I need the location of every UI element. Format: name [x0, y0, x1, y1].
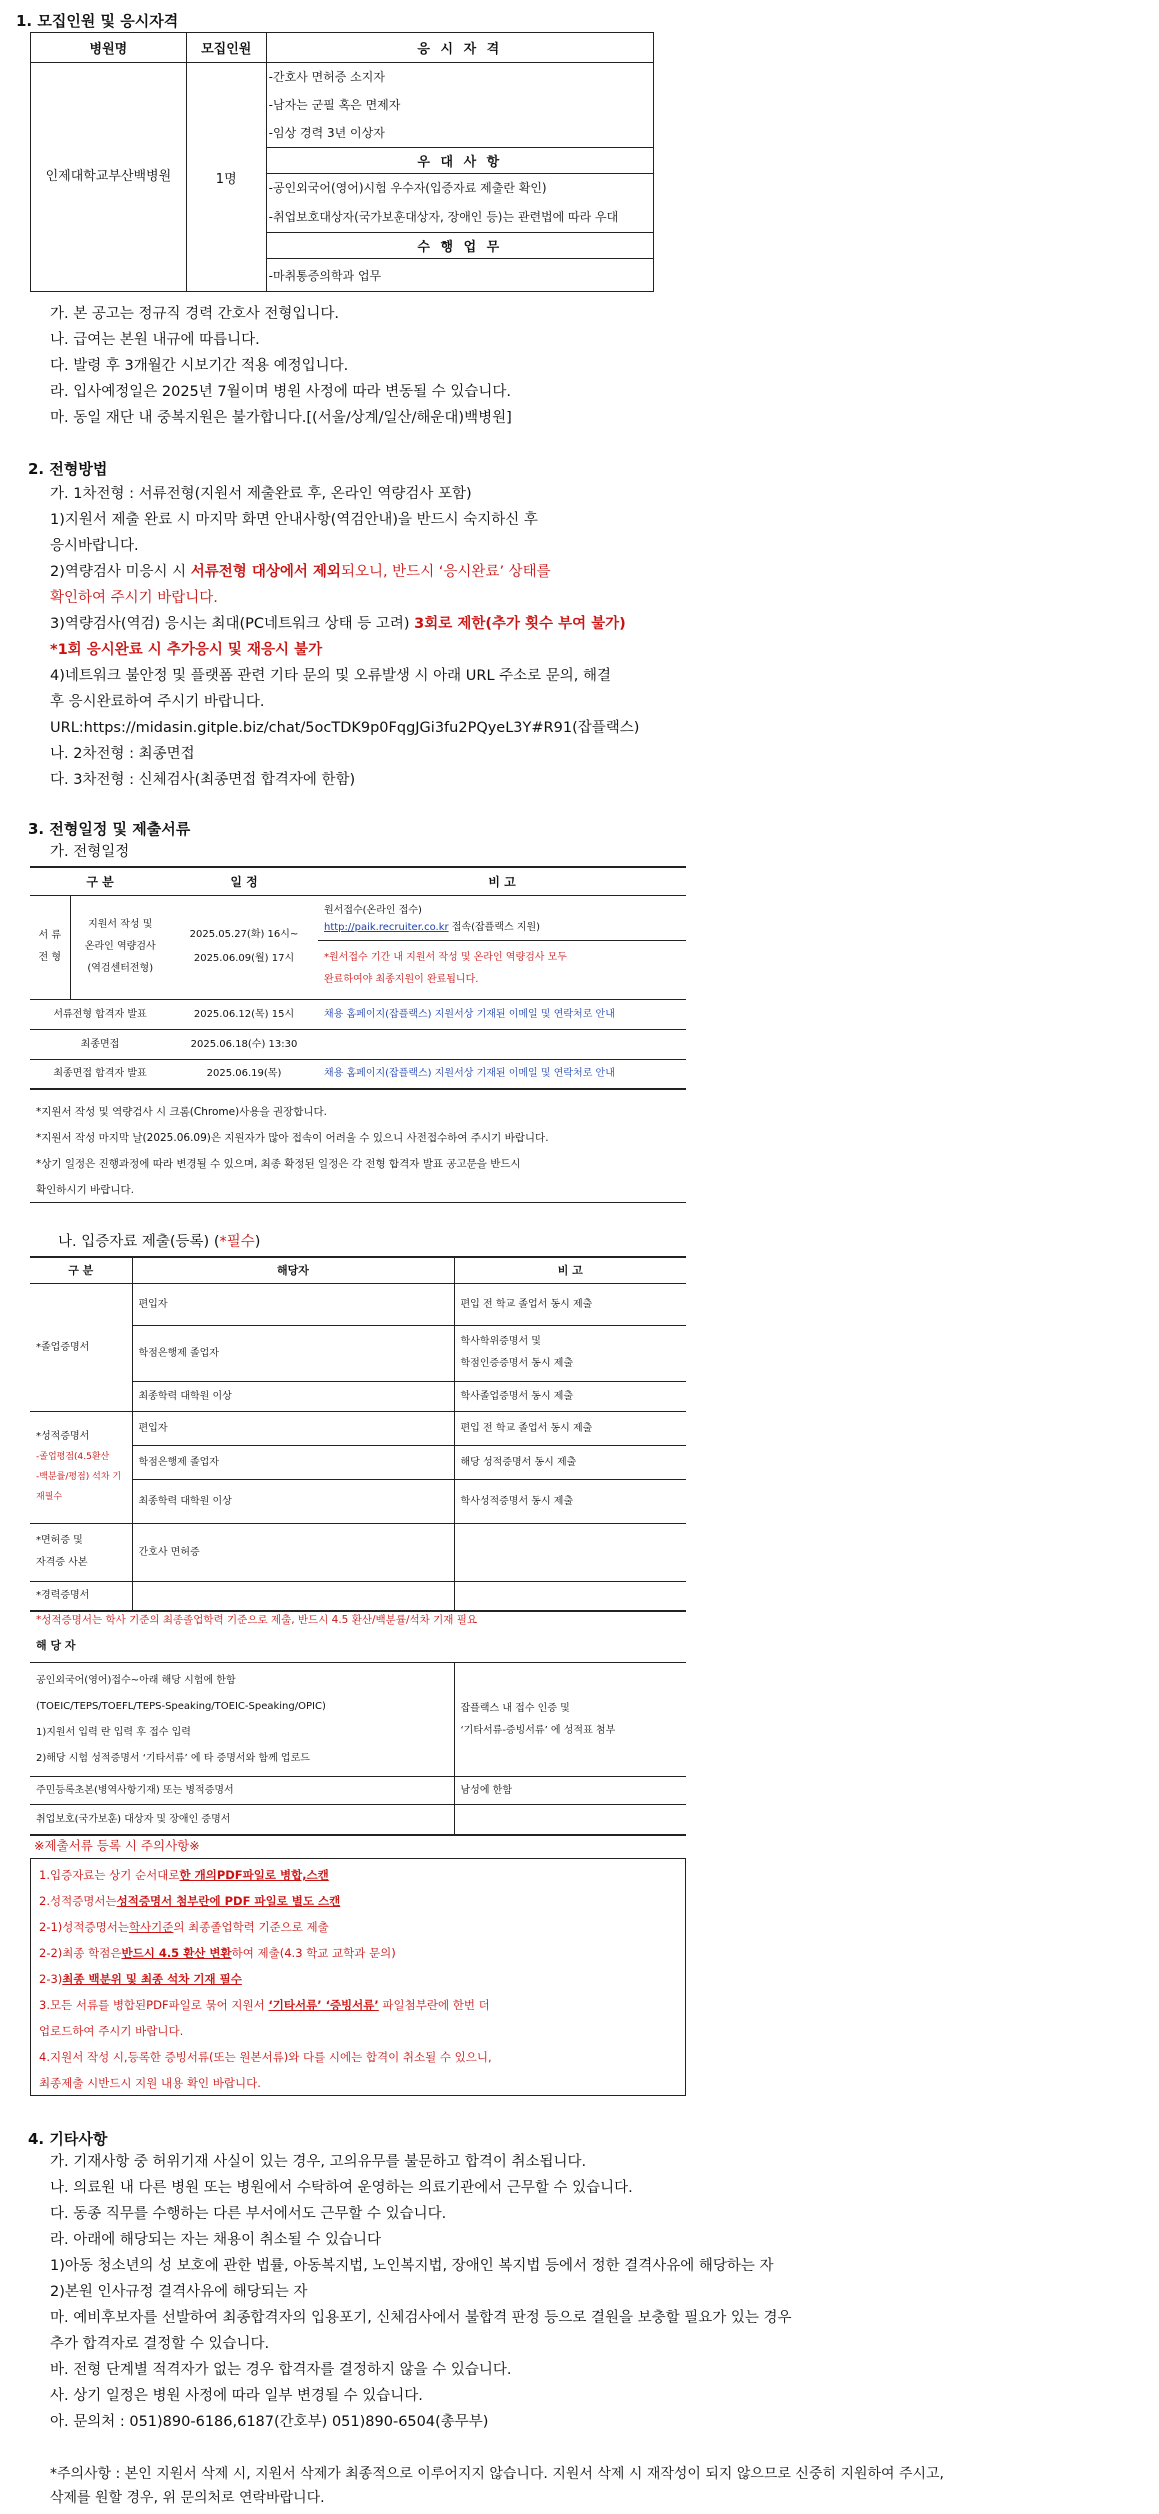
warning-line	[39, 1993, 490, 2018]
stage1-sub-line: 지원서 작성 및	[88, 919, 153, 930]
warning-line	[39, 1863, 329, 1888]
s1-note: 마. 동일 재단 내 중복지원은 불가합니다.[(서울/상계/일산/해운대)백병원]	[50, 410, 512, 426]
s4-line: 라. 아래에 해당되는 자는 채용이 취소될 수 있습니다	[50, 2232, 382, 2248]
grad-remark: 학사졸업증명서 동시 제출	[454, 1381, 686, 1411]
s4-line: 마. 예비후보자를 선발하여 최종합격자의 입용포기, 신체검사에서 불합격 판정 등으로 결원을 보충할 필요가 있는 경우	[50, 2310, 792, 2326]
s2-line: 응시바랍니다.	[50, 538, 139, 554]
header-remark: 비 고	[318, 867, 686, 895]
emphasis: 한 개의PDF파일로 병합,스캔	[179, 1868, 329, 1882]
caution-line: 삭제를 원할 경우, 위 문의처로 연락바랍니다.	[50, 2490, 325, 2506]
emphasis: 서류전형 대상에서 제외	[190, 564, 341, 580]
s4-line: 나. 의료원 내 다른 병원 또는 병원에서 수탁하여 운영하는 의료기관에서 근무할 수 있습니다.	[50, 2180, 633, 2196]
row-stage: 서류전형 합격자 발표	[30, 999, 170, 1029]
preference-item: -공인외국어(영어)시험 우수자(입증자료 제출란 확인)	[268, 181, 547, 195]
text: 2)역량검사 미응시 시	[50, 564, 191, 580]
recruit-site-link[interactable]: http://paik.recruiter.co.kr	[324, 921, 449, 933]
gpa-note: *성적증명서는 학사 기준의 최종졸업학력 기준으로 제출, 반드시 4.5 환산/백분률/석차 기재 필요	[36, 1614, 478, 1626]
warning-line	[39, 1889, 340, 1914]
text: 3)역량검사(역검) 응시는 최대(PC네트워크 상태 등 고려)	[50, 616, 415, 632]
gpa-target: 최종학력 대학원 이상	[132, 1479, 454, 1523]
veteran-target: 취업보호(국가보훈) 대상자 및 장애인 증명서	[30, 1805, 454, 1835]
header-target: 해당자	[132, 1257, 454, 1283]
career-remark	[454, 1581, 686, 1611]
caution-line: *주의사항 : 본인 지원서 삭제 시, 지원서 삭제가 최종적으로 이루어지지 않습니다. 지원서 삭제 시 재작성이 되지 않으므로 신중히 지원하여 주시고,	[50, 2466, 945, 2482]
row-date: 2025.06.18(수) 13:30	[170, 1029, 318, 1059]
preference-header: 우 대 사 항	[266, 148, 653, 174]
gpa-label-line: *성적증명서	[36, 1431, 90, 1442]
language-remark	[454, 1663, 686, 1777]
s4-line: 다. 동종 직무를 수행하는 다른 부서에서도 근무할 수 있습니다.	[50, 2206, 447, 2222]
military-remark: 남성에 한함	[454, 1777, 686, 1805]
header-remark: 비 고	[454, 1257, 686, 1283]
emphasis: 성적증명서 첨부란에 PDF 파일로 별도 스캔	[116, 1894, 341, 1908]
docs-subtitle	[58, 1232, 260, 1252]
stage1-sub-line: (역검센터전형)	[87, 963, 154, 974]
language-line: 공인외국어(영어)접수~아래 해당 시험에 한함	[36, 1674, 236, 1686]
license-remark	[454, 1523, 686, 1581]
grad-target: 편입자	[132, 1283, 454, 1325]
section3-title: 3. 전형일정 및 제출서류	[28, 820, 191, 838]
emphasis: 반드시 4.5 환산 변환	[121, 1946, 232, 1960]
warning-box	[30, 1858, 686, 2096]
schedule-note: 확인하시기 바랍니다.	[36, 1184, 134, 1196]
section1-title: 1. 모집인원 및 응시자격	[16, 12, 179, 30]
header-date: 일 정	[170, 867, 318, 895]
stage1-remark-top	[318, 898, 686, 941]
gpa-remark: 해당 성적증명서 동시 제출	[454, 1445, 686, 1479]
warning-line: 최종제출 시반드시 지원 내용 확인 바랍니다.	[39, 2076, 261, 2090]
stage1-sub-line: 온라인 역량검사	[84, 941, 156, 952]
extra-header: 해 당 자	[36, 1639, 76, 1652]
stage1-remark-bottom	[318, 941, 686, 997]
extra-docs-table	[30, 1662, 686, 1836]
gpa-label-line: -백분률/평점) 석차 기	[36, 1472, 122, 1482]
preference-list	[266, 174, 653, 233]
text: 되오니, 반드시 ‘응시완료’ 상태를	[340, 564, 551, 580]
text: 나. 입증자료 제출(등록) (	[58, 1234, 220, 1250]
stage1-link-line	[324, 919, 680, 936]
row-remark	[318, 1029, 686, 1059]
documents-table	[30, 1256, 686, 1612]
s1-note: 다. 발령 후 3개월간 시보기간 적용 예정입니다.	[50, 358, 349, 374]
gpa-remark: 편입 전 학교 졸업서 동시 제출	[454, 1411, 686, 1445]
grad-remark-line: 학점인증증명서 동시 제출	[460, 1358, 574, 1369]
s4-line: 2)본원 인사규정 결격사유에 해당되는 자	[50, 2284, 308, 2300]
s4-line: 바. 전형 단계별 적격자가 없는 경우 합격자를 결정하지 않을 수 있습니다.	[50, 2362, 512, 2378]
divider	[30, 1202, 686, 1203]
text: 파일첨부란에 한번 더	[378, 1998, 490, 2012]
s2-line: 후 응시완료하여 주시기 바랍니다.	[50, 694, 265, 710]
header-qualification: 응 시 자 격	[266, 33, 653, 63]
language-line: 1)지원서 입력 란 입력 후 접수 입력	[36, 1726, 191, 1738]
s2-line: *1회 응시완료 시 추가응시 및 재응시 불가	[50, 642, 323, 658]
s4-line: 사. 상기 일정은 병원 사정에 따라 일부 변경될 수 있습니다.	[50, 2388, 423, 2404]
stage1-note: 접속(잡플랙스 지원)	[448, 921, 541, 933]
gpa-target: 편입자	[132, 1411, 454, 1445]
emphasis: 최종 백분위 및 최종 석차 기재 필수	[62, 1972, 242, 1986]
s2-line: 1)지원서 제출 완료 시 마지막 화면 안내사항(역검안내)을 반드시 숙지하신 후	[50, 512, 538, 528]
text: )	[254, 1234, 261, 1250]
row-date: 2025.06.12(목) 15시	[170, 999, 318, 1029]
schedule-note: *지원서 작성 및 역량검사 시 크롬(Chrome)사용을 권장합니다.	[36, 1106, 327, 1118]
license-target: 간호사 면허증	[132, 1523, 454, 1581]
military-target: 주민등록초본(병역사항기재) 또는 병적증명서	[30, 1777, 454, 1805]
stage1-date-start: 2025.05.27(화) 16시~	[189, 929, 299, 940]
header-category: 구 분	[30, 1257, 132, 1283]
grad-target: 학점은행제 졸업자	[132, 1325, 454, 1381]
header-hospital: 병원명	[31, 33, 187, 63]
qualification-item: -남자는 군필 혹은 면제자	[268, 98, 401, 112]
career-target	[132, 1581, 454, 1611]
s2-line	[50, 562, 551, 582]
text: 2.성적증명서는	[39, 1894, 117, 1908]
stage1-remark	[318, 895, 686, 999]
row-stage: 최종면접	[30, 1029, 170, 1059]
warning-title: ※제출서류 등록 시 주의사항※	[34, 1838, 200, 1853]
stage1-date	[170, 895, 318, 999]
schedule-subtitle: 가. 전형일정	[50, 844, 130, 860]
support-url[interactable]: URL:https://midasin.gitple.biz/chat/5ocTDK9p0FqgJGi3fu2PQyeL3Y#R91(잡플랙스)	[50, 720, 640, 736]
section4-title: 4. 기타사항	[28, 2130, 108, 2148]
license-label-line: *면허증 및	[36, 1535, 83, 1546]
contact-line: 아. 문의처 : 051)890-6186,6187(간호부) 051)890-6504(총무부)	[50, 2414, 489, 2430]
text: 2-3)	[39, 1972, 63, 1986]
row-stage: 최종면접 합격자 발표	[30, 1059, 170, 1089]
grad-cert-label: *졸업증명서	[30, 1283, 132, 1411]
qualification-table	[30, 32, 654, 292]
warning-line: 업로드하여 주시기 바랍니다.	[39, 2024, 184, 2038]
stage1-sub	[70, 895, 170, 999]
duty-item: -마취통증의학과 업무	[266, 259, 653, 292]
gpa-cert-label	[30, 1411, 132, 1523]
row-date: 2025.06.19(목)	[170, 1059, 318, 1089]
language-remark-line: ‘기타서류-증빙서류’ 에 성적표 첨부	[460, 1724, 616, 1736]
grad-target: 최종학력 대학원 이상	[132, 1381, 454, 1411]
warning-line: 4.지원서 작성 시,등록한 증빙서류(또는 원본서류)와 다를 시에는 합격이 취소될 수 있으니,	[39, 2050, 492, 2064]
license-label	[30, 1523, 132, 1581]
s2-line: 확인하여 주시기 바랍니다.	[50, 590, 218, 606]
stage1-label-line: 서 류	[38, 930, 61, 941]
language-remark-line: 잡플랙스 내 접수 인증 및	[460, 1702, 570, 1714]
s2-line: 나. 2차전형 : 최종면접	[50, 746, 195, 762]
emphasis: 학사기준	[128, 1920, 174, 1934]
qualification-item: -간호사 면허증 소지자	[268, 70, 385, 84]
license-label-line: 자격증 사본	[36, 1557, 88, 1568]
schedule-table	[30, 866, 686, 1090]
qualification-list	[266, 63, 653, 148]
text: 2-2)최종 학점은	[39, 1946, 122, 1960]
gpa-label-line: -졸업평점(4.5환산	[36, 1452, 110, 1462]
veteran-remark	[454, 1805, 686, 1835]
s2-line: 다. 3차전형 : 신체검사(최종면접 합격자에 한함)	[50, 772, 356, 788]
s1-note: 나. 급여는 본원 내규에 따릅니다.	[50, 332, 260, 348]
row-remark: 채용 홈페이지(잡플랙스) 지원서상 기재된 이메일 및 연락처로 안내	[318, 999, 686, 1029]
emphasis: ‘기타서류’ ‘증빙서류’	[268, 1998, 379, 2012]
language-target	[30, 1663, 454, 1777]
text: 하여 제출(4.3 학교 교학과 문의)	[231, 1946, 396, 1960]
gpa-target: 학점은행제 졸업자	[132, 1445, 454, 1479]
schedule-note: *상기 일정은 진행과정에 따라 변경될 수 있으며, 최종 확정된 일정은 각 전형 합격자 발표 공고문을 반드시	[36, 1158, 521, 1170]
s2-line: 가. 1차전형 : 서류전형(지원서 제출완료 후, 온라인 역량검사 포함)	[50, 486, 472, 502]
language-line: 2)해당 시험 성적증명서 ‘기타서류’ 에 타 증명서와 함께 업로드	[36, 1752, 310, 1764]
s2-line: 4)네트워크 불안정 및 플랫폼 관련 기타 문의 및 오류발생 시 아래 URL 주소로 문의, 해결	[50, 668, 612, 684]
career-label: *경력증명서	[30, 1581, 132, 1611]
emphasis: 3회로 제한(추가 횟수 부여 불가)	[414, 616, 626, 632]
header-count: 모집인원	[186, 33, 266, 63]
text: 1.입증자료는 상기 순서대로	[39, 1868, 180, 1882]
recruit-count: 1명	[186, 63, 266, 292]
hospital-name: 인제대학교부산백병원	[31, 63, 187, 292]
s4-line: 추가 합격자로 결정할 수 있습니다.	[50, 2336, 270, 2352]
stage1-warning: *원서접수 기간 내 지원서 작성 및 온라인 역량검사 모두	[324, 951, 567, 963]
warning-line	[39, 1967, 242, 1992]
s1-note: 가. 본 공고는 정규직 경력 간호사 전형입니다.	[50, 306, 339, 322]
stage1-label	[30, 895, 70, 999]
warning-line	[39, 1941, 396, 1966]
s4-line: 1)아동 청소년의 성 보호에 관한 법률, 아동복지법, 노인복지법, 장애인 복지법 등에서 정한 결격사유에 해당하는 자	[50, 2258, 774, 2274]
stage1-note: 원서접수(온라인 접수)	[324, 904, 422, 916]
schedule-note: *지원서 작성 마지막 날(2025.06.09)은 지원자가 많아 접속이 어려울 수 있으니 사전접수하여 주시기 바랍니다.	[36, 1132, 549, 1144]
preference-item: -취업보호대상자(국가보훈대상자, 장애인 등)는 관련법에 따라 우대	[268, 210, 619, 224]
stage1-date-end: 2025.06.09(월) 17시	[193, 953, 295, 964]
language-line: (TOEIC/TEPS/TOEFL/TEPS-Speaking/TOEIC-Speaking/OPIC)	[36, 1700, 326, 1712]
section2-title: 2. 전형방법	[28, 460, 108, 478]
warning-line	[39, 1915, 329, 1940]
header-category: 구 분	[30, 867, 170, 895]
gpa-remark: 학사성적증명서 동시 제출	[454, 1479, 686, 1523]
required-mark: *필수	[219, 1234, 255, 1250]
text: 2-1)성적증명서는	[39, 1920, 129, 1934]
s1-note: 라. 입사예정일은 2025년 7월이며 병원 사정에 따라 변동될 수 있습니다.	[50, 384, 512, 400]
gpa-label-line: 재필수	[36, 1492, 63, 1502]
s4-line: 가. 기재사항 중 허위기재 사실이 있는 경우, 고의유무를 불문하고 합격이 취소됩니다.	[50, 2154, 587, 2170]
grad-remark: 편입 전 학교 졸업서 동시 제출	[454, 1283, 686, 1325]
row-remark: 채용 홈페이지(잡플랙스) 지원서상 기재된 이메일 및 연락처로 안내	[318, 1059, 686, 1089]
grad-remark-line: 학사학위증명서 및	[460, 1336, 541, 1347]
qualification-item: -임상 경력 3년 이상자	[268, 126, 385, 140]
stage1-label-line: 전 형	[38, 952, 61, 963]
text: 3.모든 서류를 병합된PDF파일로 묶어 지원서	[39, 1998, 269, 2012]
s2-line	[50, 614, 626, 634]
duty-header: 수 행 업 무	[266, 233, 653, 259]
stage1-warning: 완료하여야 최종지원이 완료됩니다.	[324, 973, 479, 985]
text: 의 최종졸업학력 기준으로 제출	[173, 1920, 329, 1934]
grad-remark	[454, 1325, 686, 1381]
